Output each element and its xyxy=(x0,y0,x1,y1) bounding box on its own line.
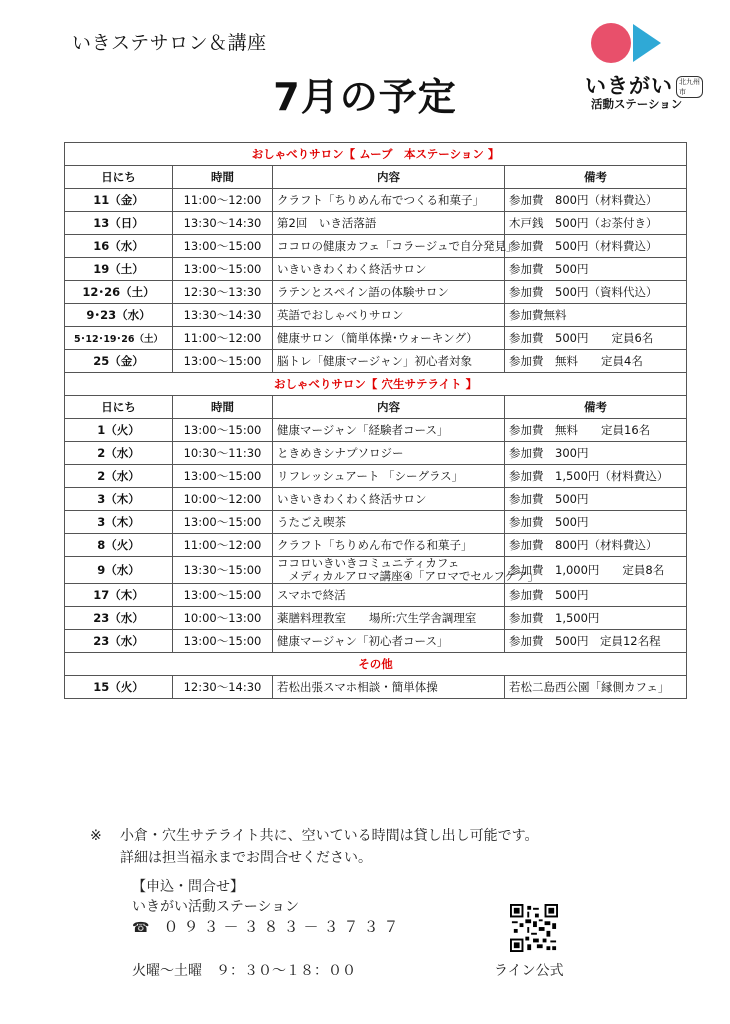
cell-content-line-2: メディカルアロマ講座④「アロマでセルフケア」 xyxy=(277,569,540,583)
cell-content: スマホで終活 xyxy=(273,584,505,607)
cell-time: 11:00～12:00 xyxy=(173,534,273,557)
cell-day: 13（日） xyxy=(65,212,173,235)
table-row xyxy=(65,327,687,350)
cell-time: 13:00～15:00 xyxy=(173,419,273,442)
table-row xyxy=(65,511,687,534)
table-row xyxy=(65,235,687,258)
table-row xyxy=(65,584,687,607)
contact-heading: 【申込・問合せ】 xyxy=(132,879,244,895)
table-row xyxy=(65,281,687,304)
cell-day: 25（金） xyxy=(65,350,173,373)
cell-content: 薬膳料理教室 場所:穴生学舎調理室 xyxy=(273,607,505,630)
cell-time: 13:00～15:00 xyxy=(173,584,273,607)
footer-note xyxy=(90,825,538,869)
cell-day: 23（水） xyxy=(65,630,173,653)
table-row xyxy=(65,630,687,653)
logo xyxy=(585,18,703,114)
section-title-row xyxy=(65,653,687,676)
logo-play-icon xyxy=(633,24,661,62)
cell-content: いきいきわくわく終活サロン xyxy=(273,488,505,511)
contact-block xyxy=(132,877,403,938)
cell-note: 参加費 無料 定員4名 xyxy=(505,350,687,373)
cell-note: 参加費無料 xyxy=(505,304,687,327)
cell-content: うたごえ喫茶 xyxy=(273,511,505,534)
cell-time: 11:00～12:00 xyxy=(173,189,273,212)
cell-time: 13:00～15:00 xyxy=(173,258,273,281)
table-row xyxy=(65,676,687,699)
cell-time: 11:00～12:00 xyxy=(173,327,273,350)
cell-content: クラフト「ちりめん布でつくる和菓子」 xyxy=(273,189,505,212)
section-title: おしゃべりサロン【 穴生サテライト 】 xyxy=(65,373,687,396)
cell-content: 英語でおしゃべりサロン xyxy=(273,304,505,327)
cell-note: 参加費 500円 定員12名程 xyxy=(505,630,687,653)
column-header: 日にち xyxy=(65,166,173,189)
table-row xyxy=(65,258,687,281)
logo-sub: 活動ステーション xyxy=(591,97,683,111)
column-header: 備考 xyxy=(505,396,687,419)
cell-content: ときめきシナプソロジー xyxy=(273,442,505,465)
contact-hours: 火曜～土曜 ９：３０～１８：００ xyxy=(132,963,356,979)
cell-day: 17（木） xyxy=(65,584,173,607)
cell-note: 参加費 500円 xyxy=(505,511,687,534)
section-title: その他 xyxy=(65,653,687,676)
cell-content: いきいきわくわく終活サロン xyxy=(273,258,505,281)
cell-content: クラフト「ちりめん布で作る和菓子」 xyxy=(273,534,505,557)
note-line-2: 詳細は担当福永までお問合せください。 xyxy=(120,850,372,866)
table-row xyxy=(65,212,687,235)
cell-day: 8（火） xyxy=(65,534,173,557)
cell-day: 2（水） xyxy=(65,465,173,488)
contact-org: いきがい活動ステーション xyxy=(132,899,300,915)
section-title: おしゃべりサロン【 ムーブ 本ステーション 】 xyxy=(65,143,687,166)
cell-content-line-1: ココロいきいきコミュニティカフェ xyxy=(277,556,460,570)
cell-content: ココロの健康カフェ「コラージュで自分発見」 xyxy=(273,235,505,258)
column-header: 時間 xyxy=(173,396,273,419)
line-qr-code-icon[interactable] xyxy=(510,904,558,952)
column-header: 内容 xyxy=(273,396,505,419)
cell-note: 参加費 500円（材料費込） xyxy=(505,235,687,258)
cell-note: 参加費 500円 xyxy=(505,488,687,511)
cell-day: 9･23（水） xyxy=(65,304,173,327)
cell-time: 12:30～13:30 xyxy=(173,281,273,304)
column-header: 時間 xyxy=(173,166,273,189)
cell-day: 16（水） xyxy=(65,235,173,258)
cell-day: 5･12･19･26（土） xyxy=(65,327,173,350)
table-header-row xyxy=(65,166,687,189)
contact-tel: ０９３－３８３－３７３７ xyxy=(163,918,404,936)
table-header-row xyxy=(65,396,687,419)
cell-note: 参加費 1,500円（材料費込） xyxy=(505,465,687,488)
cell-note: 参加費 無料 定員16名 xyxy=(505,419,687,442)
cell-time: 12:30～14:30 xyxy=(173,676,273,699)
cell-note: 若松二島西公園「縁側カフェ」 xyxy=(505,676,687,699)
cell-content: 脳トレ「健康マージャン」初心者対象 xyxy=(273,350,505,373)
cell-content: 健康マージャン「経験者コース」 xyxy=(273,419,505,442)
cell-time: 10:00～12:00 xyxy=(173,488,273,511)
section-title-row xyxy=(65,143,687,166)
cell-note: 参加費 500円（資料代込） xyxy=(505,281,687,304)
table-row xyxy=(65,442,687,465)
table-row xyxy=(65,488,687,511)
header-subtitle: いきステサロン＆講座 xyxy=(72,32,267,54)
table-row xyxy=(65,419,687,442)
cell-day: 9（水） xyxy=(65,557,173,584)
cell-time: 10:30～11:30 xyxy=(173,442,273,465)
cell-day: 12･26（土） xyxy=(65,281,173,304)
table-row xyxy=(65,607,687,630)
cell-note: 参加費 500円 xyxy=(505,584,687,607)
cell-content: ラテンとスペイン語の体験サロン xyxy=(273,281,505,304)
cell-content xyxy=(273,556,540,584)
phone-icon: ☎ xyxy=(132,920,150,936)
cell-time: 10:00～13:00 xyxy=(173,607,273,630)
schedule-table xyxy=(64,142,687,699)
cell-time: 13:30～14:30 xyxy=(173,304,273,327)
cell-day: 2（水） xyxy=(65,442,173,465)
table-row xyxy=(65,189,687,212)
cell-time: 13:00～15:00 xyxy=(173,630,273,653)
cell-content: 若松出張スマホ相談・簡単体操 xyxy=(273,676,505,699)
cell-note: 参加費 800円（材料費込） xyxy=(505,534,687,557)
cell-day: 11（金） xyxy=(65,189,173,212)
table-row xyxy=(65,534,687,557)
note-mark: ※ xyxy=(90,828,102,844)
qr-label: ライン公式 xyxy=(494,963,564,979)
cell-note: 参加費 300円 xyxy=(505,442,687,465)
cell-day: 23（水） xyxy=(65,607,173,630)
cell-time: 13:00～15:00 xyxy=(173,350,273,373)
cell-content: リフレッシュアート 「シーグラス」 xyxy=(273,465,505,488)
table-row xyxy=(65,465,687,488)
cell-day: 3（木） xyxy=(65,488,173,511)
logo-tag: 北九州市 xyxy=(676,76,703,98)
cell-day: 19（土） xyxy=(65,258,173,281)
cell-day: 1（火） xyxy=(65,419,173,442)
cell-content: 健康マージャン「初心者コース」 xyxy=(273,630,505,653)
column-header: 備考 xyxy=(505,166,687,189)
cell-note: 参加費 500円 xyxy=(505,258,687,281)
column-header: 内容 xyxy=(273,166,505,189)
cell-day: 3（木） xyxy=(65,511,173,534)
cell-time: 13:30～15:00 xyxy=(173,557,273,584)
cell-time: 13:00～15:00 xyxy=(173,465,273,488)
cell-note: 参加費 800円（材料費込） xyxy=(505,189,687,212)
cell-time: 13:30～14:30 xyxy=(173,212,273,235)
cell-content: 健康サロン（簡単体操･ウォーキング） xyxy=(273,327,505,350)
column-header: 日にち xyxy=(65,396,173,419)
note-line-1: 小倉・穴生サテライト共に、空いている時間は貸し出し可能です。 xyxy=(120,828,539,844)
page-title: 7月の予定 xyxy=(273,75,457,119)
logo-circle-icon xyxy=(591,23,631,63)
cell-note: 参加費 500円 定員6名 xyxy=(505,327,687,350)
cell-note: 木戸銭 500円（お茶付き） xyxy=(505,212,687,235)
cell-note: 参加費 1,000円 定員8名 xyxy=(505,557,687,584)
table-row xyxy=(65,304,687,327)
section-title-row xyxy=(65,373,687,396)
cell-time: 13:00～15:00 xyxy=(173,511,273,534)
logo-name: いきがい xyxy=(585,74,673,98)
cell-day: 15（火） xyxy=(65,676,173,699)
table-row xyxy=(65,350,687,373)
cell-time: 13:00～15:00 xyxy=(173,235,273,258)
table-row xyxy=(65,557,687,584)
cell-content: 第2回 いき活落語 xyxy=(273,212,505,235)
cell-note: 参加費 1,500円 xyxy=(505,607,687,630)
